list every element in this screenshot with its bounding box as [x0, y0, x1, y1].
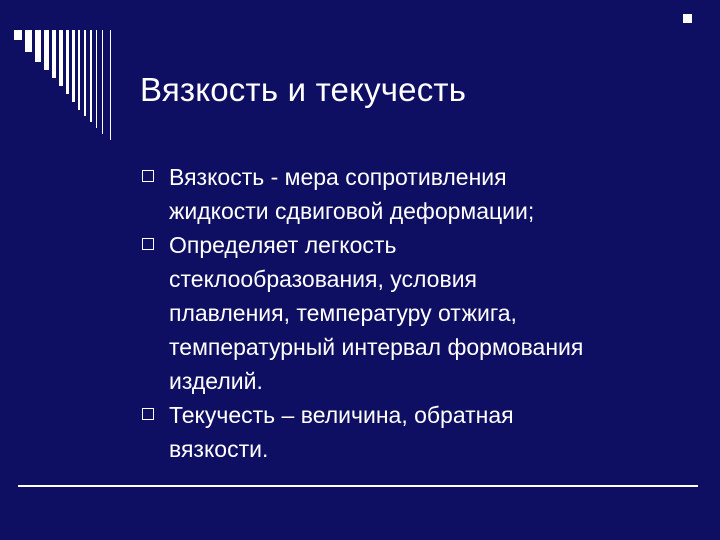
bullet-line: вязкости. — [169, 436, 269, 462]
bar — [66, 30, 69, 94]
bullet-line: температурный интервал формования — [169, 334, 584, 360]
bar — [25, 30, 32, 52]
hollow-square-bullet-icon — [142, 238, 154, 250]
bar — [96, 30, 97, 128]
bar — [72, 30, 75, 102]
bottom-divider — [18, 485, 698, 487]
bullet-line: Вязкость - мера сопротивления — [169, 164, 507, 190]
bullet-line: плавления, температуру отжига, — [169, 300, 517, 326]
hollow-square-bullet-icon — [142, 170, 154, 182]
bar — [14, 30, 22, 40]
bullet-line: Определяет легкость — [169, 232, 397, 258]
bar — [44, 30, 49, 70]
bar — [84, 30, 86, 116]
bar — [59, 30, 63, 86]
bullet-line: жидкости сдвиговой деформации; — [169, 198, 535, 224]
bar — [78, 30, 80, 110]
bullet-item — [142, 228, 702, 398]
bullet-line: изделий. — [169, 368, 263, 394]
hollow-square-bullet-icon — [142, 408, 154, 420]
bullet-item — [142, 398, 702, 466]
bar — [90, 30, 92, 122]
corner-square-icon — [683, 14, 692, 23]
bullet-line: стеклообразования, условия — [169, 266, 477, 292]
slide-body — [142, 160, 702, 466]
bar — [52, 30, 56, 78]
bar — [102, 30, 103, 134]
bar — [35, 30, 41, 62]
bar — [110, 30, 111, 140]
vertical-bars-icon — [14, 30, 124, 140]
bullet-line: Текучесть – величина, обратная — [169, 402, 514, 428]
slide-title: Вязкость и текучесть — [140, 71, 467, 108]
bullet-item — [142, 160, 702, 228]
